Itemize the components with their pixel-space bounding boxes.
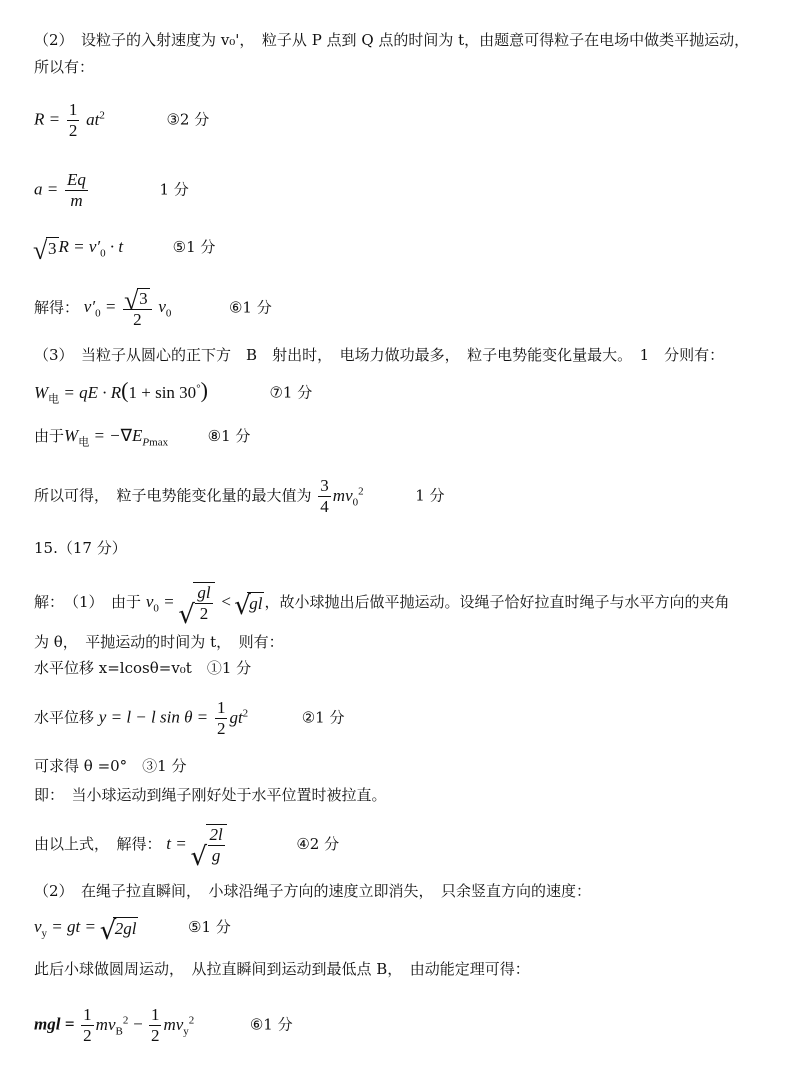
equation-7: 所以可得， 粒子电势能变化量的最大值为 $\frac{3}{4}$ $mv_0^2$ 1 分 (34, 476, 445, 516)
equation-11: mgl = $\frac{1}{2}$ $mv_B^2$ − $\frac{1}{2}$ $mv_y^2$ ⑥1 分 (34, 1005, 293, 1045)
score: ⑥1 分 (228, 298, 272, 317)
text-line: 此后小球做圆周运动， 从拉直瞬间到运动到最低点 B， 由动能定理可得： (34, 960, 530, 978)
text-line: 解： （1） 由于 $v_0$ = √ $\frac{gl}{2}$ < √ gl ，故小球抛出后做平抛运动。设绳子恰好拉直时绳子与水平方向的夹角 (34, 582, 730, 624)
text-line: （2） 在绳子拉直瞬间， 小球沿绳子方向的速度立即消失， 只余竖直方向的速度： (34, 882, 592, 900)
score: ⑦1 分 (269, 383, 313, 402)
equation-8: 水平位移 y = l − l sin θ = $\frac{1}{2}$ $gt^2$ ②1 分 (34, 698, 345, 738)
equation-1: R = $\frac{1}{2}$ $at^2$ ③2 分 (34, 100, 210, 140)
score: ④2 分 (296, 835, 340, 853)
score: ⑧1 分 (207, 427, 251, 445)
score: ⑥1 分 (249, 1015, 293, 1034)
text-line: 水平位移 x=lcosθ=v₀t ①1 分 (34, 659, 252, 677)
score: ⑤1 分 (172, 238, 216, 256)
equation-2: a = $\frac{Eq}{m}$ 1 分 (34, 170, 189, 210)
text-line: （2） 设粒子的入射速度为 v₀'， 粒子从 P 点到 Q 点的时间为 t，由题意可得粒子在电场中做类平抛运动， (34, 31, 750, 49)
text-line: 为 θ， 平抛运动的时间为 t， 则有： (34, 633, 284, 651)
equation-10: $v_y$ = gt = √ 2gl ⑤1 分 (34, 916, 231, 944)
score: ②1 分 (301, 708, 345, 727)
text-line: 即： 当小球运动到绳子刚好处于水平位置时被拉直。 (34, 786, 387, 804)
text-line: 所以有： (34, 58, 95, 76)
equation-4: 解得： $v'_0$ = √ $\frac{3}{2}$ $v_0$ ⑥1 分 (34, 287, 272, 330)
text-line: 可求得 θ =0° ③1 分 (34, 757, 187, 775)
problem-heading: 15.（17 分） (34, 539, 127, 557)
equation-3: √ 3 $R = v'_0 \cdot t$ ⑤1 分 (34, 236, 215, 264)
score: ⑤1 分 (188, 918, 231, 936)
score: 1 分 (415, 486, 445, 505)
equation-6: 由于$W_电 = -\nabla E_{Pmax}$ ⑧1 分 (34, 426, 251, 449)
text-line: （3） 当粒子从圆心的正下方 B 射出时， 电场力做功最多， 粒子电势能变化量最大。 1 分则有： (34, 346, 725, 364)
equation-5: $W_电$ = qE · R(1 + sin 30°) ⑦1 分 (34, 377, 313, 406)
score: ③2 分 (166, 110, 210, 129)
equation-9: 由以上式， 解得： t = √ $\frac{2l}{g}$ ④2 分 (34, 824, 339, 866)
score: 1 分 (159, 180, 189, 199)
